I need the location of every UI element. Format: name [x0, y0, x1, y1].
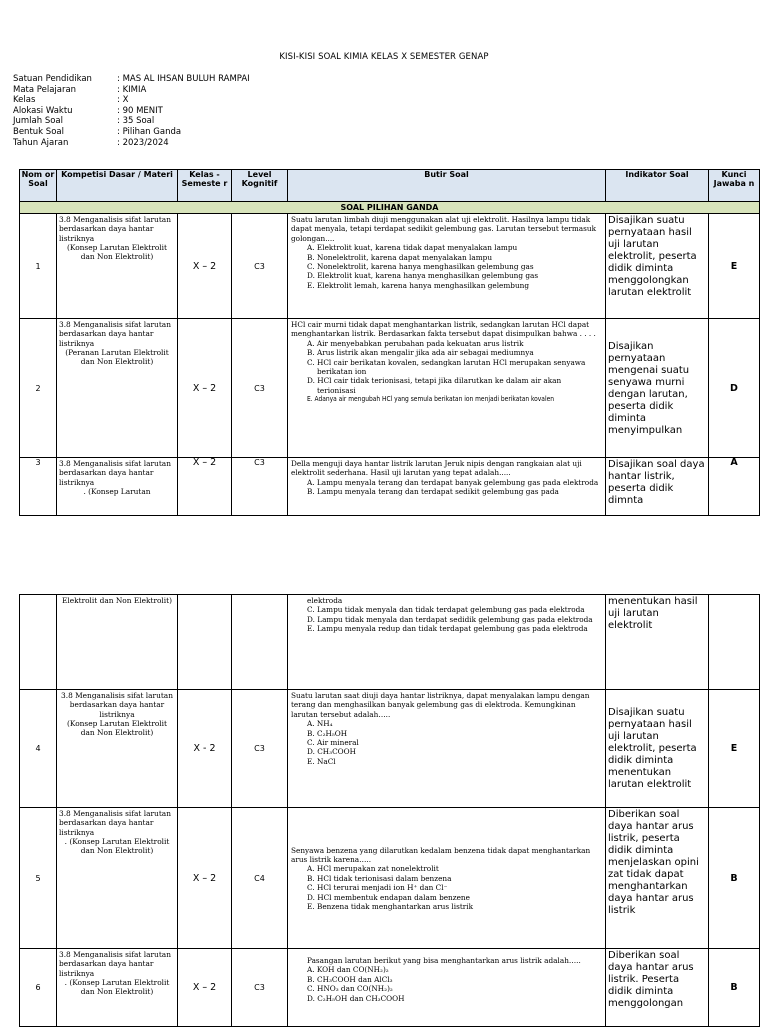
answer-option: E. NaCl: [307, 756, 336, 766]
table-row: [20, 319, 760, 458]
butir-soal: [288, 319, 606, 458]
materi-text: . (Konsep Larutan Elektrolit dan Non Elektrolit): [64, 977, 170, 997]
butir-soal: [288, 808, 606, 949]
kompetensi-text: 3.8 Menganalisis sifat larutan berdasarkan daya hantar listriknya: [59, 809, 171, 837]
kompetensi-text: 3.8 Menganalisis sifat larutan berdasarkan daya hantar listriknya: [59, 320, 171, 348]
question-number: 5: [20, 808, 57, 949]
kompetensi-cell: [57, 319, 178, 458]
table-row: [20, 808, 760, 949]
kunci-jawaban-continued: [709, 595, 760, 690]
answer-option: B. CH₃COOH dan AlCl₃: [307, 974, 393, 984]
indikator-soal: Disajikan suatu pernyataan hasil uji larutan elektrolit, peserta didik diminta menentukan larutan elektrolit: [606, 690, 709, 808]
materi-text: (Konsep Larutan Elektrolit dan Non Elektrolit): [66, 242, 167, 262]
header-butir: Butir Soal: [288, 170, 606, 202]
answer-option: D. CH₃COOH: [307, 747, 357, 757]
butir-soal: [288, 458, 606, 516]
indikator-soal: Diberikan soal daya hantar arus listrik, peserta didik diminta menjelaskan opini zat tidak dapat menghantarkan daya hantar arus listrik: [606, 808, 709, 949]
question-stem: Della menguji daya hantar listrik larutan Jeruk nipis dengan rangkaian alat uji elektrolit sederhana. Hasil uji larutan yang tepat adalah.....: [291, 459, 582, 478]
answer-option: A. Air menyebabkan perubahan pada kekuatan arus listrik: [307, 338, 524, 348]
kunci-jawaban: A: [709, 458, 760, 516]
meta-value: : 35 Soal: [117, 116, 155, 127]
kompetensi-cell: [57, 949, 178, 1027]
butir-soal: [288, 690, 606, 808]
question-stem: HCl cair murni tidak dapat menghantarkan listrik, sedangkan larutan HCl dapat menghantarkan listrik. Berdasarkan fakta tersebut dapat disimpulkan bahwa . . . .: [291, 320, 596, 339]
answer-option: E. Elektrolit lemah, karena hanya menghasilkan gelembung: [307, 280, 530, 290]
meta-label: Tahun Ajaran: [13, 137, 69, 148]
table-row: [20, 458, 760, 516]
meta-label: Satuan Pendidikan: [13, 74, 92, 84]
meta-value: : KIMIA: [117, 84, 147, 95]
meta-value: : 2023/2024: [117, 137, 169, 148]
kelas-semester: X – 2: [178, 214, 232, 319]
meta-value: : Pilihan Ganda: [117, 126, 182, 137]
kompetensi-text: 3.8 Menganalisis sifat larutan berdasarkan daya hantar listriknya: [59, 459, 171, 487]
indikator-soal: Disajikan pernyataan mengenai suatu senyawa murni dengan larutan, peserta didik diminta menyimpulkan: [606, 319, 709, 458]
kelas-semester: X – 2: [178, 319, 232, 458]
answer-option: D. HCl membentuk endapan dalam benzene: [307, 892, 470, 902]
table-row: [20, 949, 760, 1027]
kelas-semester-continued: [178, 595, 232, 690]
level-kognitif: C3: [232, 458, 288, 516]
butir-soal: [288, 595, 606, 690]
kompetensi-cell: [57, 458, 178, 516]
meta-row: [13, 85, 250, 96]
kelas-semester: X - 2: [178, 690, 232, 808]
kompetensi-cell: [57, 595, 178, 690]
answer-option: A. KOH dan CO(NH₂)₂: [307, 965, 389, 975]
table-row: [20, 690, 760, 808]
kompetensi-text: 3.8 Menganalisis sifat larutan berdasarkan daya hantar listriknya: [61, 691, 173, 719]
materi-text: (Konsep Larutan Elektrolit dan Non Elektrolit): [66, 718, 167, 738]
answer-option: C. Lampu tidak menyala dan tidak terdapat gelembung gas pada elektroda: [307, 605, 585, 615]
meta-value: : MAS AL IHSAN BULUH RAMPAI: [117, 74, 250, 84]
meta-label: Mata Pelajaran: [13, 84, 77, 95]
meta-row: [13, 138, 250, 149]
question-number-continued: [20, 595, 57, 690]
kisi-kisi-table-page-1: [19, 169, 760, 516]
answer-option: D. HCl cair tidak terionisasi, tetapi jika dilarutkan ke dalam air akan terionisasi: [307, 376, 562, 395]
table-row: [20, 595, 760, 690]
answer-option: B. Nonelektrolit, karena dapat menyalakan lampu: [307, 252, 493, 262]
question-number: 6: [20, 949, 57, 1027]
header-kelas: Kelas - Semeste r: [178, 170, 232, 202]
answer-option: C. HNO₃ dan CO(NH₂)₂: [307, 984, 393, 994]
level-kognitif-continued: [232, 595, 288, 690]
indikator-soal: Disajikan suatu pernyataan hasil uji larutan elektrolit, peserta didik diminta menggolongkan larutan elektrolit: [606, 214, 709, 319]
materi-text: . (Konsep Larutan Elektrolit dan Non Elektrolit): [64, 836, 170, 856]
answer-option: D. C₂H₅OH dan CH₃COOH: [307, 993, 405, 1003]
meta-row: [13, 106, 250, 117]
level-kognitif: C3: [232, 690, 288, 808]
meta-value: : X: [117, 95, 129, 106]
meta-label: Alokasi Waktu: [13, 105, 73, 116]
kompetensi-cell: [57, 808, 178, 949]
materi-text: . (Konsep Larutan: [83, 486, 151, 496]
kompetensi-cell: [57, 690, 178, 808]
meta-label: Bentuk Soal: [13, 126, 64, 137]
kisi-kisi-table-page-2: [19, 594, 760, 1027]
question-stem: Senyawa benzena yang dilarutkan kedalam benzena tidak dapat menghantarkan arus listrik karena…..: [291, 845, 591, 864]
kelas-semester: X – 2: [178, 458, 232, 516]
indikator-soal: menentukan hasil uji larutan elektrolit: [606, 595, 709, 690]
kompetensi-text: 3.8 Menganalisis sifat larutan berdasarkan daya hantar listriknya: [59, 215, 171, 243]
butir-soal: [288, 214, 606, 319]
answer-option: B. Arus listrik akan mengalir jika ada air sebagai mediumnya: [307, 348, 534, 358]
table-row: [20, 214, 760, 319]
header-kompetensi: Kompetisi Dasar / Materi: [57, 170, 178, 202]
section-row: [20, 202, 760, 214]
meta-value: : 90 MENIT: [117, 105, 163, 116]
materi-text: (Peranan Larutan Elektrolit dan Non Elektrolit): [65, 347, 169, 367]
answer-option: C. Air mineral: [307, 738, 359, 748]
meta-row: [13, 95, 250, 106]
question-stem: Suatu larutan limbah diuji menggunakan alat uji elektrolit. Hasilnya lampu tidak dapat menyala, tetapi terdapat sedikit gelembung gas. Larutan tersebut termasuk golongan....: [291, 215, 597, 243]
level-kognitif: C4: [232, 808, 288, 949]
answer-option: A. Elektrolit kuat, karena tidak dapat menyalakan lampu: [307, 243, 518, 253]
question-number: 2: [20, 319, 57, 458]
answer-option: C. HCl cair berikatan kovalen, sedangkan larutan HCl merupakan senyawa berikatan ion: [307, 357, 586, 377]
indikator-soal: Diberikan soal daya hantar arus listrik. Peserta didik diminta menggolongan: [606, 949, 709, 1027]
indikator-soal: Disajikan soal daya hantar listrik, peserta didik dimnta: [606, 458, 709, 516]
kunci-jawaban: E: [709, 690, 760, 808]
kelas-semester: X – 2: [178, 949, 232, 1027]
answer-option: A. Lampu menyala terang dan terdapat banyak gelembung gas pada elektroda: [307, 477, 599, 487]
answer-option: D. Elektrolit kuat, karena hanya menghasilkan gelembung gas: [307, 271, 539, 281]
question-number: 4: [20, 690, 57, 808]
answer-option: elektroda: [307, 596, 343, 605]
kunci-jawaban: B: [709, 808, 760, 949]
answer-option: E. Lampu menyala redup dan tidak terdapat gelembung gas pada elektroda: [307, 624, 588, 634]
kunci-jawaban: E: [709, 214, 760, 319]
meta-label: Jumlah Soal: [13, 116, 63, 127]
level-kognitif: C3: [232, 214, 288, 319]
header-kunci: Kunci Jawaba n: [709, 170, 760, 202]
kompetensi-cell: [57, 214, 178, 319]
answer-option: A. HCl merupakan zat nonelektrolit: [307, 864, 439, 874]
answer-option: C. Nonelektrolit, karena hanya menghasilkan gelembung gas: [307, 262, 534, 272]
answer-option: A. NH₄: [307, 719, 333, 729]
kelas-semester: X – 2: [178, 808, 232, 949]
kunci-jawaban: D: [709, 319, 760, 458]
answer-option: D. Lampu tidak menyala dan terdapat sedidik gelembung gas pada elektroda: [307, 614, 593, 624]
section-label: SOAL PILIHAN GANDA: [20, 202, 760, 214]
materi-text: Elektrolit dan Non Elektrolit): [61, 596, 173, 605]
document-title: KISI-KISI SOAL KIMIA KELAS X SEMESTER GENAP: [279, 52, 489, 62]
answer-option: E. Benzena tidak menghantarkan arus listrik: [307, 902, 474, 912]
answer-option: B. Lampu menyala terang dan terdapat sedikit gelembung gas pada: [307, 487, 559, 497]
kunci-jawaban: B: [709, 949, 760, 1027]
meta-row: [13, 74, 250, 85]
question-number: 3: [20, 458, 57, 516]
header-indikator: Indikator Soal: [606, 170, 709, 202]
header-nomor: Nom or Soal: [20, 170, 57, 202]
question-number: 1: [20, 214, 57, 319]
answer-option: B. HCl tidak terionisasi dalam benzena: [307, 873, 452, 883]
meta-row: [13, 127, 250, 138]
answer-option: C. HCl terurai menjadi ion H⁺ dan Cl⁻: [307, 883, 448, 893]
answer-option: E. Adanya air mengubah HCl yang semula berikatan ion menjadi berikatan kovalen: [307, 395, 555, 404]
level-kognitif: C3: [232, 949, 288, 1027]
question-stem: Suatu larutan saat diuji daya hantar listriknya, dapat menyalakan lampu dengan terang dan menghasilkan banyak gelembung gas di elektroda. Kemungkinan larutan tersebut adalah…..: [291, 691, 590, 719]
question-stem: Pasangan larutan berikut yang bisa menghantarkan arus listrik adalah…..: [307, 956, 581, 965]
butir-soal: [288, 949, 606, 1027]
table-header-row: [20, 170, 760, 202]
meta-row: [13, 116, 250, 127]
header-level: Level Kognitif: [232, 170, 288, 202]
level-kognitif: C3: [232, 319, 288, 458]
document-meta: [13, 74, 250, 148]
answer-option: B. C₂H₅OH: [307, 728, 348, 738]
kompetensi-text: 3.8 Menganalisis sifat larutan berdasarkan daya hantar listriknya: [59, 950, 171, 978]
meta-label: Kelas: [13, 95, 36, 106]
